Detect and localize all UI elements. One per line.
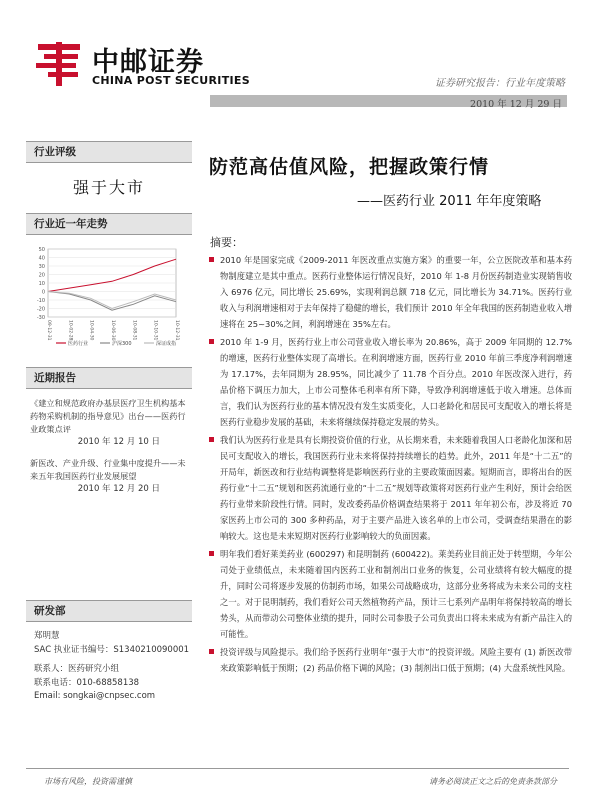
company-logo: [34, 38, 274, 98]
china-post-logo-icon: [34, 38, 84, 88]
y-tick-label: 50: [38, 247, 45, 253]
report-subtitle: ——医药行业 2011 年年度策略: [357, 194, 542, 209]
y-tick-label: -30: [36, 315, 45, 321]
abstract-label: 摘要：: [210, 236, 243, 249]
report-date: 2010 年 12 月 29 日: [470, 99, 562, 110]
analyst-phone: 联系电话：010-68858138: [34, 677, 140, 688]
logo-english-name: CHINA POST SECURITIES: [92, 74, 250, 87]
abstract-bullet: 投资评级与风险提示。我们给予医药行业明年“强于大市”的投资评级。风险主要有 (1) 新医改带来政策影响低于预期；(2) 药品价格下调的风险；(3) 制剂出口低于预期；(4) 大盘系统性风险。: [208, 644, 572, 676]
x-tick-label: 10-10-31: [152, 320, 158, 341]
y-tick-label: 40: [38, 255, 45, 262]
x-tick-label: 10-08-31: [131, 320, 137, 341]
analyst-info: [26, 630, 192, 704]
recent-report-date: 2010 年 12 月 20 日: [77, 484, 160, 494]
report-type: 证券研究报告：行业年度策略: [435, 78, 565, 89]
analyst-contact: 联系人：医药研究小组: [34, 664, 120, 674]
recent-report-list: [26, 397, 192, 496]
industry-rating: 强于大市: [72, 178, 145, 197]
y-tick-label: 0: [41, 289, 45, 296]
y-tick-label: -10: [36, 298, 45, 304]
trend-chart: [26, 241, 192, 351]
legend-label: 医药行业: [68, 341, 89, 347]
recent-report-title[interactable]: 新医改、产业升级、行业集中度提升——未来五年我国医药行业发展展望: [30, 458, 186, 481]
footer-risk-notice: 市场有风险，投资需谨慎: [44, 777, 132, 786]
x-tick-label: 10-04-30: [88, 320, 94, 341]
abstract-bullet: 明年我们看好莱美药业 (600297) 和昆明制药 (600422)。莱美药业目前正处于转型期，今年公司处于业绩低点，未来随着国内医药工业和制剂出口业务的恢复，公司业绩将有较大幅度的提升，同时公司将逐步发展的仿制药市场，如果公司战略成功，这部分业务将成为未来公司的支柱之一。对于昆明制药，我们看好公司天然植物药产品，预计三七系列产品明年将保持较高的增长势头，从而带动公司整体业绩的提升，同时公司参股子公司负责出口将未来成为有新产品注入的可能性。: [208, 546, 572, 642]
research-dept-heading: 研发部: [26, 600, 192, 622]
abstract-bullet: 2010 年 1-9 月，医药行业上市公司营业收入增长率为 20.86%，高于 2009 年同期的 12.7%的增速，医药行业整体实现了高增长。在利润增速方面，医药行业 2010 年前三季度净利润增速为 17.17%，去年同期为 28.95%，同比减少了 11.78 个百分点。2010 年医改深入进行，药品价格下调压力加大，上市公司整体毛利率有所下降，导致净利润增速低于收入增速。总体而言，我们认为医药行业的基本情况没有发生实质变化，人口老龄化和居民可支配收入的增长将是医药行业稳步发展的基础，未来将继续保持稳定发展的势头。: [208, 334, 572, 430]
y-tick-label: -20: [36, 306, 45, 313]
sidebar: [26, 141, 192, 704]
legend-label: 深证成指: [156, 341, 177, 347]
recent-report-title[interactable]: 《建立和规范政府办基层医疗卫生机构基本药物采购机制的指导意见》出台——医药行业政策点评: [30, 398, 186, 434]
recent-reports-heading: 近期报告: [26, 367, 192, 389]
series-line: [48, 259, 176, 291]
logo-chinese-name: 中邮证券: [92, 47, 204, 78]
footer-disclaimer-notice: 请务必阅读正文之后的免责条款部分: [429, 777, 557, 786]
footer-divider: [26, 768, 569, 769]
x-tick-label: 10-02-28: [67, 320, 73, 341]
x-tick-label: 09-12-31: [46, 320, 51, 341]
y-tick-label: 30: [38, 264, 45, 270]
analyst-name: 郑明慧: [34, 631, 60, 641]
x-tick-label: 10-12-31: [174, 320, 179, 341]
report-title: 防范高估值风险，把握政策行情: [209, 156, 490, 178]
trend-chart-svg: [26, 241, 192, 351]
abstract-bullets: [208, 252, 572, 678]
analyst-sac: SAC 执业证书编号：S1340210090001: [34, 644, 190, 655]
recent-report-date: 2010 年 12 月 10 日: [77, 437, 160, 447]
legend-label: 沪深300: [112, 341, 132, 347]
x-tick-label: 10-06-30: [110, 320, 115, 341]
abstract-bullet: 我们认为医药行业是具有长期投资价值的行业，从长期来看，未来随着我国人口老龄化加深和居民可支配收入的增长，我国医药行业未来将保持持续增长的趋势。此外，2011 年是“十二五”的开局年，新医改和行业结构调整将是影响医药行业的主要政策面因素。短期而言，即将出台的医药行业“十二五”规划和医药流通行业的“十二五”规划等政策将对医药行业产生利好，预计会给医药行业带来阶段性行情。同时，发改委药品价格调查结果将于 2011 年年初公布，涉及将近 70 家医药上市公司的 300 多种药品，对于主要产品进入该名单的上市公司，受调查结果潜在的影响较大。这也是未来短期对医药行业影响较大的负面因素。: [208, 432, 572, 544]
rating-heading: 行业评级: [26, 141, 192, 163]
abstract-bullet: 2010 年是国家完成《2009-2011 年医改重点实施方案》的重要一年，公立医院改革和基本药物制度建立是其中重点。医药行业整体运行情况良好，2010 年 1-8 月份医药制造业实现销售收入 6976 亿元，同比增长 25.69%，实现利润总额 718 亿元，同比增长为 34.71%。医药行业收入与利润增速相对于去年保持了稳健的增长，我们预计 2010 年全年我国的医药制造业收入增速将在 25~30%之间，利润增速在 35%左右。: [208, 252, 572, 332]
y-tick-label: 10: [38, 281, 45, 287]
y-tick-label: 20: [38, 272, 45, 279]
trend-heading: 行业近一年走势: [26, 213, 192, 235]
analyst-email[interactable]: Email: songkai@cnpsec.com: [34, 691, 156, 701]
